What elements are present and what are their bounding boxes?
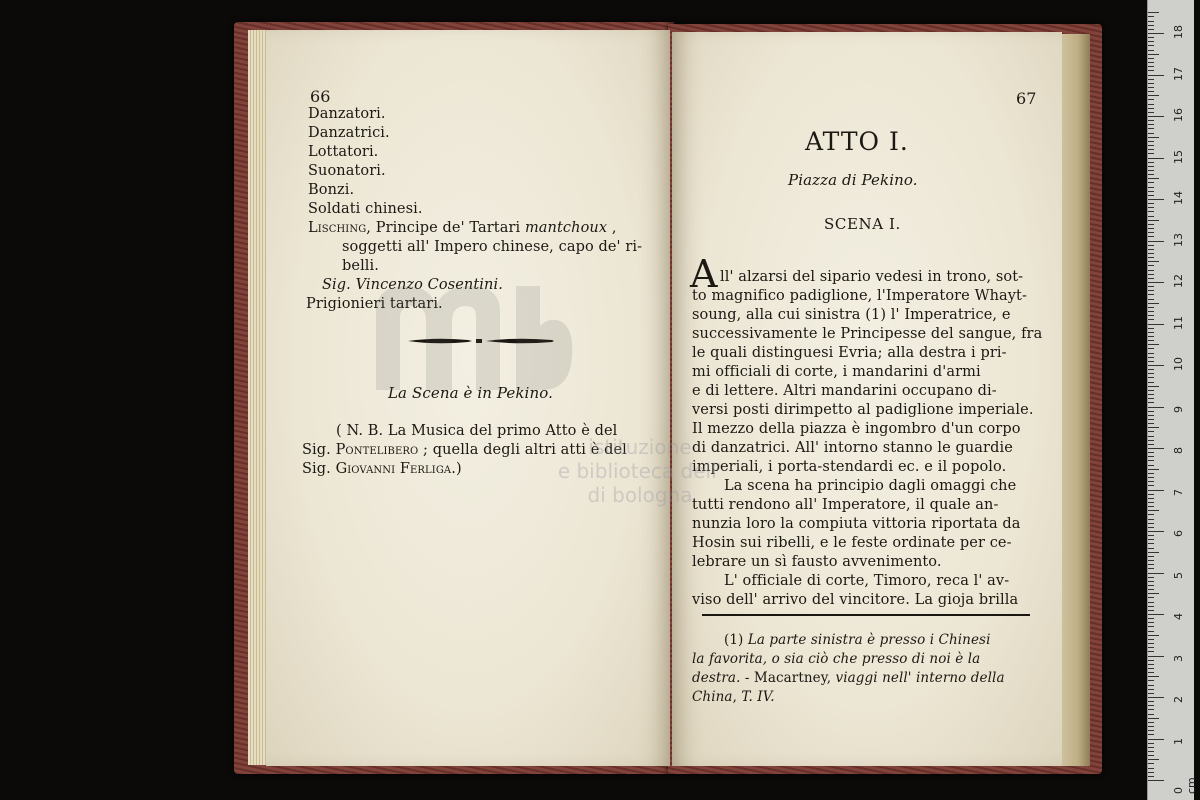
ruler-tick <box>1148 365 1164 366</box>
ruler-tick <box>1148 128 1154 129</box>
ruler-tick <box>1148 270 1154 271</box>
ruler-tick <box>1148 481 1154 482</box>
ruler-tick <box>1148 79 1154 80</box>
note-prefix: Sig. <box>302 442 336 458</box>
ruler-tick <box>1148 543 1154 544</box>
ruler-tick <box>1148 747 1154 748</box>
ruler-tick <box>1148 203 1154 204</box>
ruler-tick <box>1148 506 1154 507</box>
ruler-tick <box>1148 739 1164 740</box>
character-name: Lisching <box>308 220 367 236</box>
ruler-tick <box>1148 560 1154 561</box>
ruler-tick <box>1148 427 1159 428</box>
ruler-number: 7 <box>1172 488 1185 496</box>
ruler-tick <box>1148 87 1154 88</box>
ruler-tick <box>1148 614 1164 615</box>
ruler-tick <box>1148 768 1154 769</box>
act-subtitle: Piazza di Pekino. <box>788 171 918 189</box>
ruler-tick <box>1148 344 1159 345</box>
footnote-text: China <box>692 689 733 705</box>
ruler-tick <box>1148 709 1154 710</box>
ruler-tick <box>1148 701 1154 702</box>
ruler-tick <box>1148 751 1154 752</box>
ruler-tick <box>1148 377 1154 378</box>
footnote-text: La parte sinistra è presso i Chinesi <box>747 632 991 648</box>
ruler-tick <box>1148 523 1154 524</box>
ruler-tick <box>1148 311 1154 312</box>
ruler-tick <box>1148 99 1154 100</box>
ruler-tick <box>1148 643 1154 644</box>
ruler-tick <box>1148 568 1154 569</box>
ruler-tick <box>1148 460 1154 461</box>
note-line3 <box>302 461 462 478</box>
ruler-tick <box>1148 45 1154 46</box>
ruler-tick <box>1148 394 1154 395</box>
ruler-tick <box>1148 415 1154 416</box>
body-line: le quali distinguesi Evria; alla destra i pri- <box>692 345 1007 361</box>
ruler-tick <box>1148 104 1154 105</box>
ruler-tick <box>1148 278 1154 279</box>
ruler-tick <box>1148 83 1154 84</box>
ruler-number: 11 <box>1172 315 1185 330</box>
ruler-tick <box>1148 153 1154 154</box>
ruler-tick <box>1148 772 1154 773</box>
performer-name: Sig. Vincenzo Cosentini. <box>322 277 503 293</box>
scene-location: La Scena è in Pekino. <box>388 384 553 402</box>
ruler-tick <box>1148 693 1154 694</box>
scene-title: SCENA I. <box>824 215 901 233</box>
ruler-tick <box>1148 241 1164 242</box>
ruler-tick <box>1148 635 1159 636</box>
ruler-tick <box>1148 361 1154 362</box>
ruler-tick <box>1148 660 1154 661</box>
ruler-tick <box>1148 552 1159 553</box>
ruler-tick <box>1148 589 1154 590</box>
ruler-number: 17 <box>1172 66 1185 81</box>
ruler-tick <box>1148 668 1154 669</box>
ruler-tick <box>1148 556 1154 557</box>
lisching-line3: belli. <box>342 258 379 274</box>
ruler-tick <box>1148 639 1154 640</box>
ruler-tick <box>1148 664 1154 665</box>
ruler-tick <box>1148 436 1154 437</box>
ruler-tick <box>1148 199 1164 200</box>
ruler-tick <box>1148 265 1154 266</box>
ruler-tick <box>1148 299 1154 300</box>
ruler-tick <box>1148 178 1159 179</box>
ruler-tick <box>1148 726 1154 727</box>
footnote-line2: la favorita, o sia ciò che presso di noi è la <box>692 651 981 667</box>
cast-item: Soldati chinesi. <box>308 201 423 217</box>
ruler-tick <box>1148 303 1159 304</box>
note-text: ; quella degli altri atti è del <box>418 442 627 458</box>
ruler-tick <box>1148 249 1154 250</box>
ruler-tick <box>1148 207 1154 208</box>
body-line: mi officiali di corte, i mandarini d'armi <box>692 364 981 380</box>
ruler-tick <box>1148 411 1154 412</box>
ruler-tick <box>1148 91 1154 92</box>
footnote-line3 <box>692 670 1005 687</box>
ruler-tick <box>1148 75 1164 76</box>
left-page <box>266 30 670 766</box>
ruler-tick <box>1148 340 1154 341</box>
ruler-tick <box>1148 697 1164 698</box>
lisching-italic: mantchoux <box>524 220 608 236</box>
ruler-tick <box>1148 328 1154 329</box>
body-line: soung, alla cui sinistra (1) l' Imperatrice, e <box>692 307 1011 323</box>
ruler-number: 18 <box>1172 25 1185 39</box>
cast-item: Suonatori. <box>308 163 386 179</box>
body-line: viso dell' arrivo del vincitore. La gioja brilla <box>692 592 1019 608</box>
ruler-tick <box>1148 718 1159 719</box>
ruler-tick <box>1148 124 1154 125</box>
ruler-tick <box>1148 602 1154 603</box>
ruler-number: 15 <box>1172 149 1185 164</box>
measurement-ruler <box>1147 0 1198 800</box>
watermark-line: di bologna <box>587 483 693 507</box>
ruler-tick <box>1148 386 1159 387</box>
page-number-right: 67 <box>1016 89 1037 108</box>
ruler-tick <box>1148 145 1154 146</box>
ruler-tick <box>1148 174 1154 175</box>
ruler-tick <box>1148 444 1154 445</box>
ruler-tick <box>1148 689 1154 690</box>
ruler-tick <box>1148 286 1154 287</box>
ruler-tick <box>1148 70 1154 71</box>
ruler-tick <box>1148 714 1154 715</box>
ruler-tick <box>1148 743 1154 744</box>
ruler-tick <box>1148 120 1154 121</box>
footnote-line4 <box>692 689 775 706</box>
cast-item: Danzatori. <box>308 106 386 122</box>
ruler-tick <box>1148 332 1154 333</box>
ruler-tick <box>1148 21 1154 22</box>
ruler-tick <box>1148 498 1154 499</box>
footnote-mark: (1) <box>724 632 748 648</box>
ruler-tick <box>1148 353 1154 354</box>
ruler-tick <box>1148 253 1154 254</box>
act-title: ATTO I. <box>805 127 909 156</box>
body-line: tutti rendono all' Imperatore, il quale an- <box>692 497 999 513</box>
ruler-tick <box>1148 593 1159 594</box>
ruler-tick <box>1148 527 1154 528</box>
ruler-tick <box>1148 539 1154 540</box>
ruler-number: 12 <box>1172 274 1185 288</box>
page-number-left: 66 <box>310 87 331 106</box>
ruler-tick <box>1148 137 1159 138</box>
cast-item: Bonzi. <box>308 182 355 198</box>
ruler-number: 10 <box>1172 357 1185 371</box>
ruler-tick <box>1148 631 1154 632</box>
ruler-tick <box>1148 730 1154 731</box>
ruler-tick <box>1148 490 1164 491</box>
footnote-text: viaggi nell' interno della <box>835 670 1005 686</box>
ruler-tick <box>1148 95 1159 96</box>
body-line: La scena ha principio dagli omaggi che <box>724 478 1017 494</box>
ruler-tick <box>1148 573 1164 574</box>
ruler-tick <box>1148 236 1154 237</box>
ruler-tick <box>1148 182 1154 183</box>
ruler-tick <box>1148 390 1154 391</box>
ruler-tick <box>1148 315 1154 316</box>
ruler-tick <box>1148 456 1154 457</box>
ruler-tick <box>1148 514 1154 515</box>
footnote-rule <box>702 614 1030 616</box>
body-line: Il mezzo della piazza è ingombro d'un corpo <box>692 421 1021 437</box>
ruler-tick <box>1148 12 1159 13</box>
ruler-tick <box>1148 220 1159 221</box>
body-line: Hosin sui ribelli, e le feste ordinate per ce- <box>692 535 1012 551</box>
watermark-line: e biblioteca dell' <box>557 459 723 483</box>
ruler-tick <box>1148 606 1154 607</box>
ruler-tick <box>1148 448 1164 449</box>
ruler-tick <box>1148 473 1154 474</box>
ruler-tick <box>1148 469 1159 470</box>
ruler-tick <box>1148 452 1154 453</box>
body-line: imperiali, i porta-stendardi ec. e il popolo. <box>692 459 1007 475</box>
ruler-tick <box>1148 158 1164 159</box>
ruler-tick <box>1148 519 1154 520</box>
note-text: .) <box>451 461 462 477</box>
ruler-tick <box>1148 290 1154 291</box>
ruler-tick <box>1148 685 1154 686</box>
ruler-tick <box>1148 50 1154 51</box>
right-page <box>672 32 1062 766</box>
ruler-tick <box>1148 324 1164 325</box>
ruler-tick <box>1148 431 1154 432</box>
ruler-tick <box>1148 257 1154 258</box>
ruler-tick <box>1148 382 1154 383</box>
ruler-tick <box>1148 656 1164 657</box>
ruler-number: 8 <box>1172 447 1185 454</box>
library-watermark-text <box>520 435 760 507</box>
ruler-tick <box>1148 597 1154 598</box>
body-line: lebrare un sì fausto avvenimento. <box>692 554 942 570</box>
cast-item: Danzatrici. <box>308 125 390 141</box>
ruler-tick <box>1148 170 1154 171</box>
footnote-text: , <box>732 689 742 705</box>
body-line: e di lettere. Altri mandarini occupano di- <box>692 383 997 399</box>
ruler-tick <box>1148 166 1154 167</box>
ruler-tick <box>1148 141 1154 142</box>
body-line: ll' alzarsi del sipario vedesi in trono, sot- <box>720 269 1024 285</box>
ruler-tick <box>1148 66 1154 67</box>
ruler-tick <box>1148 734 1154 735</box>
body-line: to magnifico padiglione, l'Imperatore Whayt- <box>692 288 1027 304</box>
ruler-tick <box>1148 502 1154 503</box>
ruler-tick <box>1148 759 1159 760</box>
ruler-tick <box>1148 626 1154 627</box>
ruler-tick <box>1148 224 1154 225</box>
body-line: versi posti dirimpetto al padiglione imperiale. <box>692 402 1034 418</box>
lisching-line2: soggetti all' Impero chinese, capo de' ri- <box>342 239 643 255</box>
ruler-tick <box>1148 722 1154 723</box>
composer-name: Pontelibero <box>335 442 419 458</box>
ruler-number: 1 <box>1172 737 1185 745</box>
body-line: L' officiale di corte, Timoro, reca l' av- <box>724 573 1010 589</box>
library-watermark-logo <box>366 282 576 392</box>
ruler-tick <box>1148 423 1154 424</box>
ruler-tick <box>1148 16 1154 17</box>
ruler-number: 4 <box>1172 613 1185 620</box>
page-edges-right <box>1060 34 1090 766</box>
ruler-tick <box>1148 149 1154 150</box>
ruler-tick <box>1148 54 1159 55</box>
ruler-tick <box>1148 465 1154 466</box>
ruler-tick <box>1148 485 1154 486</box>
ruler-tick <box>1148 581 1154 582</box>
ruler-tick <box>1148 294 1154 295</box>
ruler-tick <box>1148 357 1154 358</box>
ruler-number: 2 <box>1172 696 1185 703</box>
ruler-number: 3 <box>1172 654 1185 662</box>
ruler-tick <box>1148 440 1154 441</box>
ruler-tick <box>1148 672 1154 673</box>
lisching-desc: , Principe de' Tartari <box>366 220 525 236</box>
ruler-tick <box>1148 780 1164 781</box>
ruler-tick <box>1148 195 1154 196</box>
ruler-tick <box>1148 618 1154 619</box>
ruler-tick <box>1148 245 1154 246</box>
ruler-tick <box>1148 763 1154 764</box>
ruler-number: 13 <box>1172 232 1185 247</box>
ruler-tick <box>1148 369 1154 370</box>
ruler-number: 16 <box>1172 108 1185 122</box>
ruler-tick <box>1148 116 1164 117</box>
ruler-tick <box>1148 191 1154 192</box>
ruler-tick <box>1148 548 1154 549</box>
ruler-tick <box>1148 477 1154 478</box>
ruler-tick <box>1148 216 1154 217</box>
ruler-tick <box>1148 348 1154 349</box>
lisching-entry <box>308 220 617 237</box>
footnote-text: T. IV. <box>741 689 775 705</box>
ruler-tick <box>1148 402 1154 403</box>
ruler-number: 5 <box>1172 571 1185 579</box>
ruler-tick <box>1148 133 1154 134</box>
ruler-tick <box>1148 651 1154 652</box>
drop-cap: A <box>690 252 718 296</box>
ruler-tick <box>1148 407 1164 408</box>
ruler-tick <box>1148 162 1154 163</box>
ruler-tick <box>1148 373 1154 374</box>
ruler-tick <box>1148 261 1159 262</box>
ruler-tick <box>1148 108 1154 109</box>
ruler-tick <box>1148 62 1154 63</box>
ruler-tick <box>1148 676 1159 677</box>
lisching-punct: , <box>607 220 617 236</box>
body-line: successivamente le Principesse del sangue, fra <box>692 326 1043 342</box>
ruler-tick <box>1148 319 1154 320</box>
ruler-tick <box>1148 211 1154 212</box>
ruler-tick <box>1148 776 1154 777</box>
ruler-tick <box>1148 336 1154 337</box>
ruler-tick <box>1148 622 1154 623</box>
ruler-number: 9 <box>1172 405 1185 413</box>
ruler-tick <box>1148 232 1154 233</box>
ruler-tick <box>1148 577 1154 578</box>
note-prefix: Sig. <box>302 461 336 477</box>
footnote-text: destra. <box>692 670 741 686</box>
ruler-tick <box>1148 585 1154 586</box>
ruler-tick <box>1148 37 1154 38</box>
footnote-line1 <box>724 632 991 649</box>
ruler-tick <box>1148 282 1164 283</box>
note-line1: ( N. B. La Musica del primo Atto è del <box>336 423 618 439</box>
ruler-tick <box>1148 705 1154 706</box>
ruler-tick <box>1148 274 1154 275</box>
ruler-tick <box>1148 112 1154 113</box>
ruler-tick <box>1148 307 1154 308</box>
ruler-tick <box>1148 228 1154 229</box>
ruler-tick <box>1148 58 1154 59</box>
watermark-line: istituzione <box>588 435 692 459</box>
footnote-text: - Macartney, <box>740 670 836 686</box>
ruler-tick <box>1148 398 1154 399</box>
ruler-tick <box>1148 510 1159 511</box>
ruler-unit-label: 0 cm <box>1172 777 1198 794</box>
ruler-tick <box>1148 610 1154 611</box>
ruler-tick <box>1148 647 1154 648</box>
prisoners-entry: Prigionieri tartari. <box>306 296 443 312</box>
ruler-number: 14 <box>1172 191 1185 205</box>
ruler-tick <box>1148 29 1154 30</box>
ruler-tick <box>1148 187 1154 188</box>
ruler-number: 6 <box>1172 530 1185 537</box>
body-line: nunzia loro la compiuta vittoria riportata da <box>692 516 1021 532</box>
ruler-tick <box>1148 41 1154 42</box>
ruler-tick <box>1148 25 1154 26</box>
ruler-tick <box>1148 680 1154 681</box>
ruler-tick <box>1148 531 1164 532</box>
ruler-tick <box>1148 494 1154 495</box>
ruler-tick <box>1148 419 1154 420</box>
composer-name: Giovanni Ferliga <box>335 461 452 477</box>
ruler-tick <box>1148 535 1154 536</box>
ruler-tick <box>1148 755 1154 756</box>
ruler-tick <box>1148 33 1164 34</box>
body-line: di danzatrici. All' intorno stanno le guardie <box>692 440 1013 456</box>
cast-item: Lottatori. <box>308 144 379 160</box>
ruler-tick <box>1148 564 1154 565</box>
